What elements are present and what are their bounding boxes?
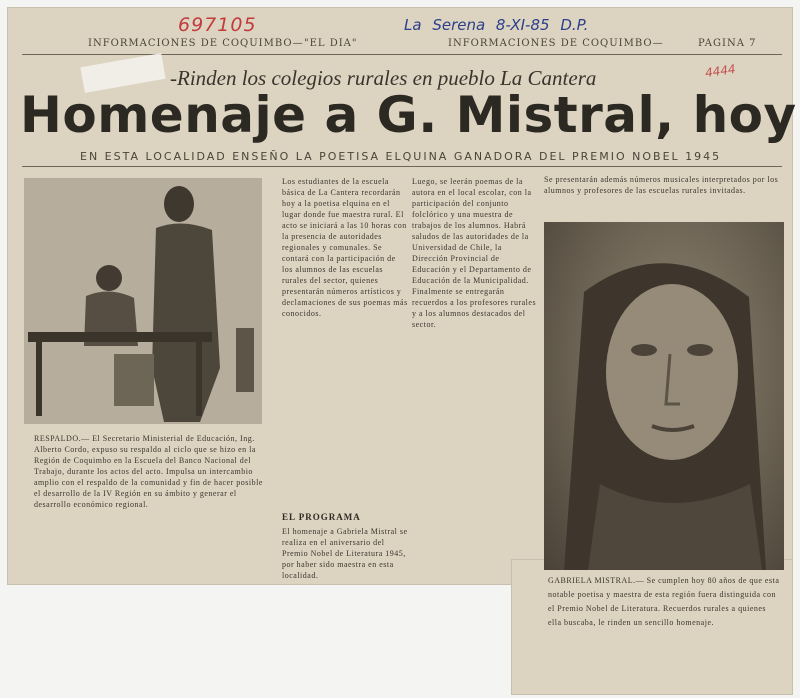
section-label: EL PROGRAMA	[282, 512, 361, 522]
article-column-1: Los estudiantes de la escuela básica de La Cantera recordarán hoy a la poetisa elquina en el lugar donde fue maestra rural. El acto se iniciará a las 10 horas con la presencia de autoridades regionales y comunales. Se contará con la participación de los alumnos de las escuelas rurales del sector, quienes presentarán números artísticos y declamaciones de sus poemas más conocidos.	[282, 177, 408, 318]
article-column-1b: El homenaje a Gabriela Mistral se realiza en el aniversario del Premio Nobel de Literatura 1945, por haber sido maestra en esta localidad.	[282, 527, 408, 580]
portrait-drawing	[544, 222, 784, 570]
officials-photo	[24, 178, 262, 424]
gabriela-mistral-portrait	[544, 222, 784, 570]
article-column-3: Se presentarán además números musicales interpretados por los alumnos y profesores de las escuelas rurales invitadas.	[544, 175, 779, 195]
subdeck-rule	[22, 166, 782, 167]
article-subdeck: EN ESTA LOCALIDAD ENSEÑO LA POETISA ELQUINA GANADORA DEL PREMIO NOBEL 1945	[80, 150, 722, 163]
running-head-paper: "EL DIA"	[304, 38, 358, 49]
header-rule	[22, 54, 782, 55]
running-head-left: INFORMACIONES DE COQUIMBO—	[88, 38, 304, 49]
officials-photo-drawing	[24, 178, 262, 424]
handwritten-note: La Serena 8-XI-85 D.P.	[404, 16, 589, 34]
article-column-2: Luego, se leerán poemas de la autora en el local escolar, con la participación del conjunto folclórico y una muestra de trabajos de los alumnos. Habrá saludos de las autoridades de la Universidad de Chile, la Dirección Provincial de Educación y el Departamento de Educación de la Municipalidad. Finalmente se entregarán recuerdos a los profesores rurales y a los alumnos destacados del sector.	[412, 177, 537, 329]
page-number: PAGINA 7	[698, 38, 757, 49]
article-kicker: -Rinden los colegios rurales en pueblo La Cantera	[170, 66, 597, 90]
article-headline: Homenaje a G. Mistral, hoy	[20, 86, 797, 144]
catalog-stamp: 697105	[178, 14, 257, 36]
corner-code: 4444	[704, 61, 737, 81]
left-photo-caption: RESPALDO.— El Secretario Ministerial de Educación, Ing. Alberto Cordo, expuso su respaldo al ciclo que se hizo en la Región de Coquimbo en la Escuela del Banco Nacional del Trabajo, durante los actos del acto. Impulsa un intercambio amplio con el respaldo de la comunidad y fin de hacer posible el desarrollo de la IV Región en su ámbito y generar el desarrollo económico regional.	[34, 434, 263, 509]
portrait-caption: GABRIELA MISTRAL.— Se cumplen hoy 80 años de que esta notable poetisa y maestra de esta región fuera distinguida con el Premio Nobel de Literatura. Recuerdos rurales a quienes ella buscaba, le rinden un sencillo homenaje.	[548, 576, 780, 627]
running-head-right: INFORMACIONES DE COQUIMBO—	[448, 38, 664, 49]
